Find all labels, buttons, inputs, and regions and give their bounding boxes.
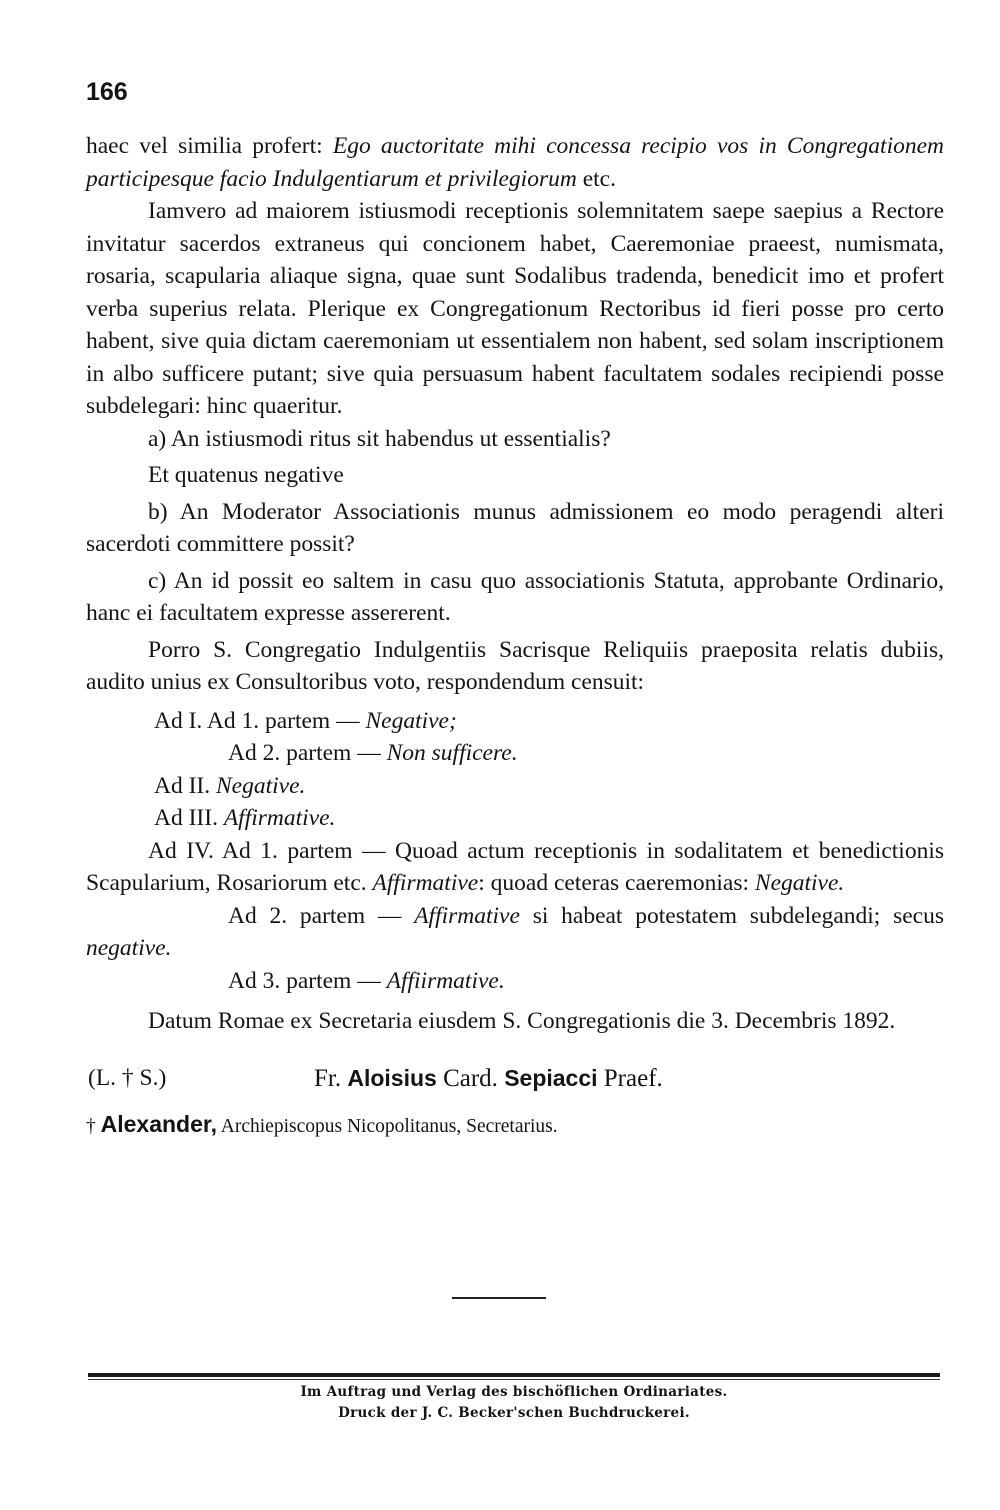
locus-sigilli: (L. † S.) bbox=[88, 1064, 167, 1091]
imprint-publisher: Im Auftrag und Verlag des bischöflichen Ordinariates. bbox=[300, 1384, 728, 1400]
answer-lead: Ad 2. partem — bbox=[228, 902, 415, 929]
question-a: a) An istiusmodi ritus sit habendus ut essentialis? bbox=[148, 425, 611, 452]
answer-lead: Ad I. Ad 1. partem — bbox=[154, 707, 366, 734]
answer-text: : quoad ceteras caeremonias: bbox=[478, 870, 755, 896]
answer-lead: Ad III. bbox=[154, 805, 224, 831]
question-c: c) An id possit eo saltem in casu quo associationis Statuta, approbante Ordinario, hanc ei facultatem expresse assererent. bbox=[86, 567, 944, 626]
section-divider bbox=[452, 1297, 546, 1299]
footer-rule-thin bbox=[88, 1379, 940, 1380]
signer-surname: Sepiacci bbox=[504, 1064, 598, 1091]
cross-mark: † bbox=[86, 1115, 101, 1137]
paragraph-formula bbox=[86, 130, 944, 195]
signature-secretary bbox=[86, 1108, 944, 1144]
datum-line: Datum Romae ex Secretaria eiusdem S. Congregationis die 3. Decembris 1892. bbox=[148, 1008, 896, 1034]
formula-etc: etc. bbox=[576, 165, 616, 192]
answer-verdict: Non sufficere. bbox=[386, 740, 518, 766]
answer-ad-1-part-1 bbox=[86, 705, 944, 738]
answer-verdict: Negative; bbox=[365, 707, 457, 734]
answer-text: si habeat potestatem subdelegandi; secus bbox=[519, 902, 944, 929]
answer-verdict: Negative. bbox=[216, 772, 306, 799]
answer-lead: Ad II. bbox=[154, 772, 216, 799]
answer-lead: Ad IV. Ad 1. partem — Quoad actum receptionis in sodalitatem et benedictionis Scapularium, Rosariorum etc. bbox=[86, 837, 944, 896]
formula-intro: haec vel similia profert: bbox=[86, 133, 333, 159]
answer-verdict: Affirmative. bbox=[223, 805, 336, 831]
signer-first-name: Aloisius bbox=[347, 1064, 437, 1091]
page-number: 166 bbox=[86, 78, 128, 106]
signer-office: Praef. bbox=[597, 1064, 663, 1092]
prefect-name bbox=[314, 1062, 663, 1096]
answer-ad-1-part-2 bbox=[86, 737, 944, 770]
signer-rank: Card. bbox=[436, 1064, 505, 1092]
secretary-name: Alexander, bbox=[100, 1110, 217, 1137]
document-body bbox=[86, 130, 944, 1143]
answer-verdict: Affirmative bbox=[372, 870, 479, 896]
paragraph-porro: Porro S. Congregatio Indulgentiis Sacrisque Reliquiis praeposita relatis dubiis, audito unius ex Consultoribus voto, respondendum censuit: bbox=[86, 636, 944, 695]
answer-ad-3 bbox=[86, 802, 944, 835]
paragraph-iamvero: Iamvero ad maiorem istiusmodi receptionis solemnitatem saepe saepius a Rectore invitatur sacerdos extraneus qui concionem habet, Caeremoniae praeest, numismata, rosaria, scapularia aliaque signa, quae sunt Sodalibus tradenda, benedicit imo et profert verba superius relata. Plerique ex Congregationum Rectoribus id fieri posse pro certo habent, sive quia dictam caeremoniam ut essentialem non habent, sed solam inscriptionem in albo sufficere putant; sive quia persuasum habent facultatem sodales recipiendi posse subdelegari: hinc quaeritur. bbox=[86, 198, 944, 419]
answer-ad-2 bbox=[86, 770, 944, 803]
answer-verdict: Negative. bbox=[754, 870, 845, 896]
answer-ad-4-part-2 bbox=[86, 900, 944, 965]
formula-text: Ego auctoritate mihi concessa recipio vos in Congregationem participesque facio Indulgentiarum et privilegiorum bbox=[86, 133, 944, 192]
signer-prefix: Fr. bbox=[314, 1064, 348, 1092]
answer-verdict: negative. bbox=[86, 935, 172, 961]
answer-verdict: Affiirmative. bbox=[386, 967, 505, 994]
answer-lead: Ad 3. partem — bbox=[228, 967, 387, 994]
signature-prefect bbox=[86, 1062, 944, 1102]
answer-ad-4-part-1 bbox=[86, 835, 944, 900]
question-quatenus: Et quatenus negative bbox=[148, 462, 344, 488]
imprint-printer: Druck der J. C. Becker'schen Buchdruckerei. bbox=[338, 1405, 690, 1421]
question-b: b) An Moderator Associationis munus admissionem eo modo peragendi alteri sacerdoti committere possit? bbox=[86, 498, 944, 557]
answer-ad-4-part-3 bbox=[86, 965, 944, 998]
answer-lead: Ad 2. partem — bbox=[228, 740, 387, 766]
footer-rule-thick bbox=[88, 1373, 940, 1377]
answer-verdict: Affirmative bbox=[414, 902, 520, 929]
secretary-title: Archiepiscopus Nicopolitanus, Secretarius. bbox=[216, 1115, 558, 1137]
